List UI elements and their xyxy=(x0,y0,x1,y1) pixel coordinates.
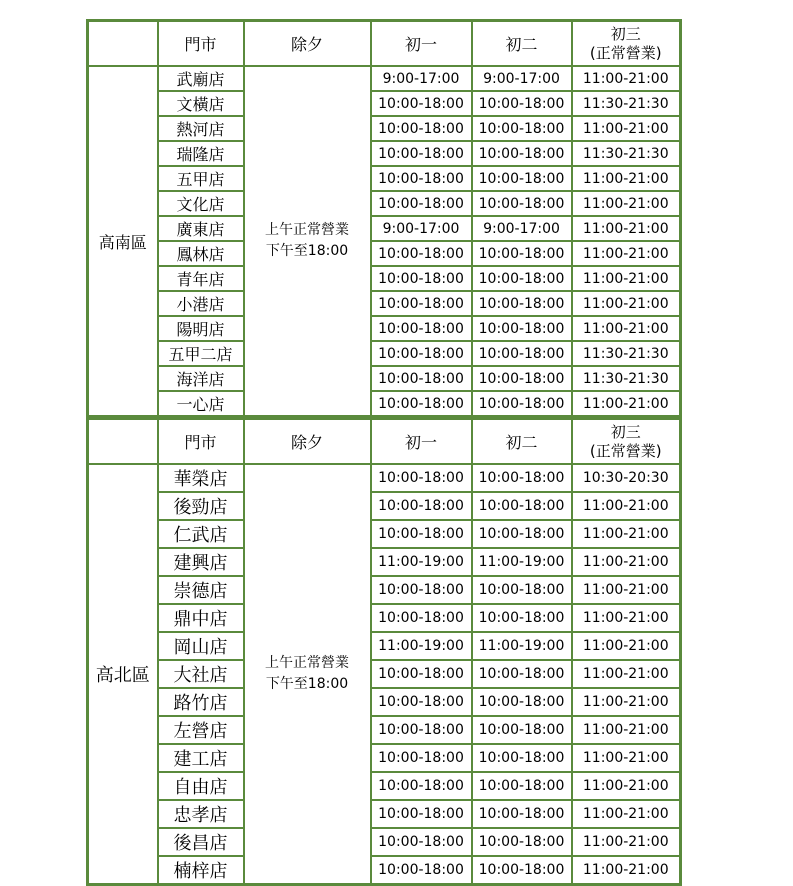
store-name: 小港店 xyxy=(158,291,244,316)
table-row xyxy=(88,660,681,688)
eve-hours-line2: 下午至18:00 xyxy=(265,243,349,259)
table-row xyxy=(88,91,681,116)
hours-d1: 11:00-19:00 xyxy=(371,548,472,576)
table-row xyxy=(88,216,681,241)
hours-d3: 11:00-21:00 xyxy=(572,744,681,772)
table-row xyxy=(88,391,681,417)
hours-d2: 10:00-18:00 xyxy=(472,772,572,800)
hours-d3: 11:00-21:00 xyxy=(572,772,681,800)
hours-d2: 10:00-18:00 xyxy=(472,391,572,417)
header-day2: 初二 xyxy=(472,21,572,67)
hours-d2: 10:00-18:00 xyxy=(472,191,572,216)
schedule-table-south xyxy=(86,19,682,418)
hours-d2: 10:00-18:00 xyxy=(472,116,572,141)
hours-d1: 10:00-18:00 xyxy=(371,800,472,828)
hours-d3: 11:00-21:00 xyxy=(572,660,681,688)
table-row xyxy=(88,266,681,291)
hours-d3: 11:00-21:00 xyxy=(572,391,681,417)
hours-d3: 11:00-21:00 xyxy=(572,241,681,266)
header-blank-cell xyxy=(88,419,158,465)
hours-d1: 11:00-19:00 xyxy=(371,632,472,660)
store-name: 崇德店 xyxy=(158,576,244,604)
hours-d3: 11:30-21:30 xyxy=(572,141,681,166)
table-row xyxy=(88,576,681,604)
store-name: 岡山店 xyxy=(158,632,244,660)
hours-d3: 11:00-21:00 xyxy=(572,604,681,632)
hours-d2: 10:00-18:00 xyxy=(472,316,572,341)
hours-d2: 10:00-18:00 xyxy=(472,660,572,688)
hours-d1: 10:00-18:00 xyxy=(371,241,472,266)
hours-d1: 10:00-18:00 xyxy=(371,604,472,632)
hours-d1: 10:00-18:00 xyxy=(371,316,472,341)
header-day3-note: (正常營業) xyxy=(589,43,662,62)
store-name: 青年店 xyxy=(158,266,244,291)
hours-d1: 10:00-18:00 xyxy=(371,772,472,800)
table-row xyxy=(88,828,681,856)
table-row xyxy=(88,341,681,366)
table-row xyxy=(88,856,681,885)
store-name: 忠孝店 xyxy=(158,800,244,828)
header-row xyxy=(88,419,681,465)
header-row xyxy=(88,21,681,67)
store-name: 文化店 xyxy=(158,191,244,216)
table-row xyxy=(88,744,681,772)
hours-d2: 9:00-17:00 xyxy=(472,216,572,241)
hours-d2: 10:00-18:00 xyxy=(472,716,572,744)
hours-d3: 11:00-21:00 xyxy=(572,116,681,141)
hours-d1: 10:00-18:00 xyxy=(371,191,472,216)
table-row xyxy=(88,548,681,576)
table-row xyxy=(88,291,681,316)
store-name: 廣東店 xyxy=(158,216,244,241)
table-row xyxy=(88,800,681,828)
header-day3-note: (正常營業) xyxy=(589,441,662,460)
table-row xyxy=(88,316,681,341)
hours-d3: 11:30-21:30 xyxy=(572,366,681,391)
table-row xyxy=(88,66,681,91)
hours-d3: 10:30-20:30 xyxy=(572,464,681,492)
hours-d2: 10:00-18:00 xyxy=(472,166,572,191)
table-row xyxy=(88,772,681,800)
header-store: 門市 xyxy=(158,21,244,67)
hours-d2: 10:00-18:00 xyxy=(472,291,572,316)
hours-d3: 11:00-21:00 xyxy=(572,191,681,216)
store-name: 陽明店 xyxy=(158,316,244,341)
hours-d1: 10:00-18:00 xyxy=(371,266,472,291)
hours-d1: 10:00-18:00 xyxy=(371,576,472,604)
hours-d3: 11:30-21:30 xyxy=(572,341,681,366)
hours-d1: 10:00-18:00 xyxy=(371,828,472,856)
hours-d1: 10:00-18:00 xyxy=(371,141,472,166)
header-day1: 初一 xyxy=(371,21,472,67)
hours-d1: 10:00-18:00 xyxy=(371,856,472,885)
hours-d1: 10:00-18:00 xyxy=(371,520,472,548)
eve-hours-line1: 上午正常營業 xyxy=(265,655,349,671)
hours-d3: 11:00-21:00 xyxy=(572,576,681,604)
store-name: 左營店 xyxy=(158,716,244,744)
hours-d2: 10:00-18:00 xyxy=(472,366,572,391)
hours-d2: 9:00-17:00 xyxy=(472,66,572,91)
table-row xyxy=(88,366,681,391)
hours-d2: 10:00-18:00 xyxy=(472,576,572,604)
header-eve: 除夕 xyxy=(244,21,371,67)
hours-d3: 11:30-21:30 xyxy=(572,91,681,116)
hours-d2: 10:00-18:00 xyxy=(472,464,572,492)
hours-d1: 10:00-18:00 xyxy=(371,464,472,492)
region-label: 高北區 xyxy=(88,464,158,885)
store-name: 後昌店 xyxy=(158,828,244,856)
schedule-table-north xyxy=(86,417,682,886)
hours-d1: 10:00-18:00 xyxy=(371,341,472,366)
hours-d2: 10:00-18:00 xyxy=(472,800,572,828)
table-row xyxy=(88,604,681,632)
hours-d2: 10:00-18:00 xyxy=(472,520,572,548)
eve-hours xyxy=(244,464,371,885)
header-day3 xyxy=(572,419,681,465)
table-row xyxy=(88,141,681,166)
table-row xyxy=(88,632,681,660)
table-row xyxy=(88,688,681,716)
hours-d2: 10:00-18:00 xyxy=(472,828,572,856)
table-row xyxy=(88,716,681,744)
hours-d2: 10:00-18:00 xyxy=(472,241,572,266)
store-name: 建工店 xyxy=(158,744,244,772)
store-name: 武廟店 xyxy=(158,66,244,91)
hours-d1: 10:00-18:00 xyxy=(371,492,472,520)
hours-d2: 11:00-19:00 xyxy=(472,632,572,660)
hours-d3: 11:00-21:00 xyxy=(572,266,681,291)
hours-d2: 10:00-18:00 xyxy=(472,91,572,116)
store-name: 後勁店 xyxy=(158,492,244,520)
hours-d2: 11:00-19:00 xyxy=(472,548,572,576)
hours-d3: 11:00-21:00 xyxy=(572,216,681,241)
hours-d3: 11:00-21:00 xyxy=(572,166,681,191)
store-name: 自由店 xyxy=(158,772,244,800)
store-name: 文橫店 xyxy=(158,91,244,116)
hours-d1: 10:00-18:00 xyxy=(371,166,472,191)
hours-d2: 10:00-18:00 xyxy=(472,341,572,366)
table-row xyxy=(88,464,681,492)
hours-d3: 11:00-21:00 xyxy=(572,828,681,856)
store-name: 華榮店 xyxy=(158,464,244,492)
store-name: 五甲店 xyxy=(158,166,244,191)
store-name: 楠梓店 xyxy=(158,856,244,885)
hours-d3: 11:00-21:00 xyxy=(572,316,681,341)
eve-hours xyxy=(244,66,371,417)
hours-d1: 10:00-18:00 xyxy=(371,366,472,391)
hours-d3: 11:00-21:00 xyxy=(572,548,681,576)
store-name: 鼎中店 xyxy=(158,604,244,632)
hours-d2: 10:00-18:00 xyxy=(472,266,572,291)
hours-d2: 10:00-18:00 xyxy=(472,604,572,632)
header-day2: 初二 xyxy=(472,419,572,465)
hours-d3: 11:00-21:00 xyxy=(572,291,681,316)
store-name: 仁武店 xyxy=(158,520,244,548)
table-row xyxy=(88,116,681,141)
table-row xyxy=(88,520,681,548)
region-label: 高南區 xyxy=(88,66,158,417)
hours-d2: 10:00-18:00 xyxy=(472,856,572,885)
hours-d3: 11:00-21:00 xyxy=(572,66,681,91)
store-name: 鳳林店 xyxy=(158,241,244,266)
hours-d1: 10:00-18:00 xyxy=(371,688,472,716)
header-day1: 初一 xyxy=(371,419,472,465)
hours-d1: 10:00-18:00 xyxy=(371,91,472,116)
hours-d2: 10:00-18:00 xyxy=(472,141,572,166)
header-day3-label: 初三 xyxy=(610,24,641,43)
hours-d3: 11:00-21:00 xyxy=(572,492,681,520)
header-eve: 除夕 xyxy=(244,419,371,465)
hours-d3: 11:00-21:00 xyxy=(572,716,681,744)
table-row xyxy=(88,241,681,266)
hours-d3: 11:00-21:00 xyxy=(572,800,681,828)
store-name: 建興店 xyxy=(158,548,244,576)
header-day3-label: 初三 xyxy=(610,422,641,441)
hours-d3: 11:00-21:00 xyxy=(572,632,681,660)
hours-d1: 10:00-18:00 xyxy=(371,716,472,744)
hours-d3: 11:00-21:00 xyxy=(572,520,681,548)
store-name: 五甲二店 xyxy=(158,341,244,366)
hours-d2: 10:00-18:00 xyxy=(472,492,572,520)
hours-d3: 11:00-21:00 xyxy=(572,688,681,716)
hours-d1: 9:00-17:00 xyxy=(371,66,472,91)
store-name: 路竹店 xyxy=(158,688,244,716)
hours-d2: 10:00-18:00 xyxy=(472,744,572,772)
hours-d1: 9:00-17:00 xyxy=(371,216,472,241)
hours-d1: 10:00-18:00 xyxy=(371,744,472,772)
hours-d2: 10:00-18:00 xyxy=(472,688,572,716)
store-name: 海洋店 xyxy=(158,366,244,391)
table-row xyxy=(88,166,681,191)
hours-d3: 11:00-21:00 xyxy=(572,856,681,885)
hours-d1: 10:00-18:00 xyxy=(371,116,472,141)
hours-d1: 10:00-18:00 xyxy=(371,391,472,417)
table-row xyxy=(88,191,681,216)
header-blank-cell xyxy=(88,21,158,67)
eve-hours-line2: 下午至18:00 xyxy=(265,676,349,692)
store-name: 熱河店 xyxy=(158,116,244,141)
header-day3 xyxy=(572,21,681,67)
hours-d1: 10:00-18:00 xyxy=(371,291,472,316)
store-name: 一心店 xyxy=(158,391,244,417)
header-store: 門市 xyxy=(158,419,244,465)
store-name: 大社店 xyxy=(158,660,244,688)
store-name: 瑞隆店 xyxy=(158,141,244,166)
eve-hours-line1: 上午正常營業 xyxy=(265,222,349,238)
hours-d1: 10:00-18:00 xyxy=(371,660,472,688)
table-row xyxy=(88,492,681,520)
